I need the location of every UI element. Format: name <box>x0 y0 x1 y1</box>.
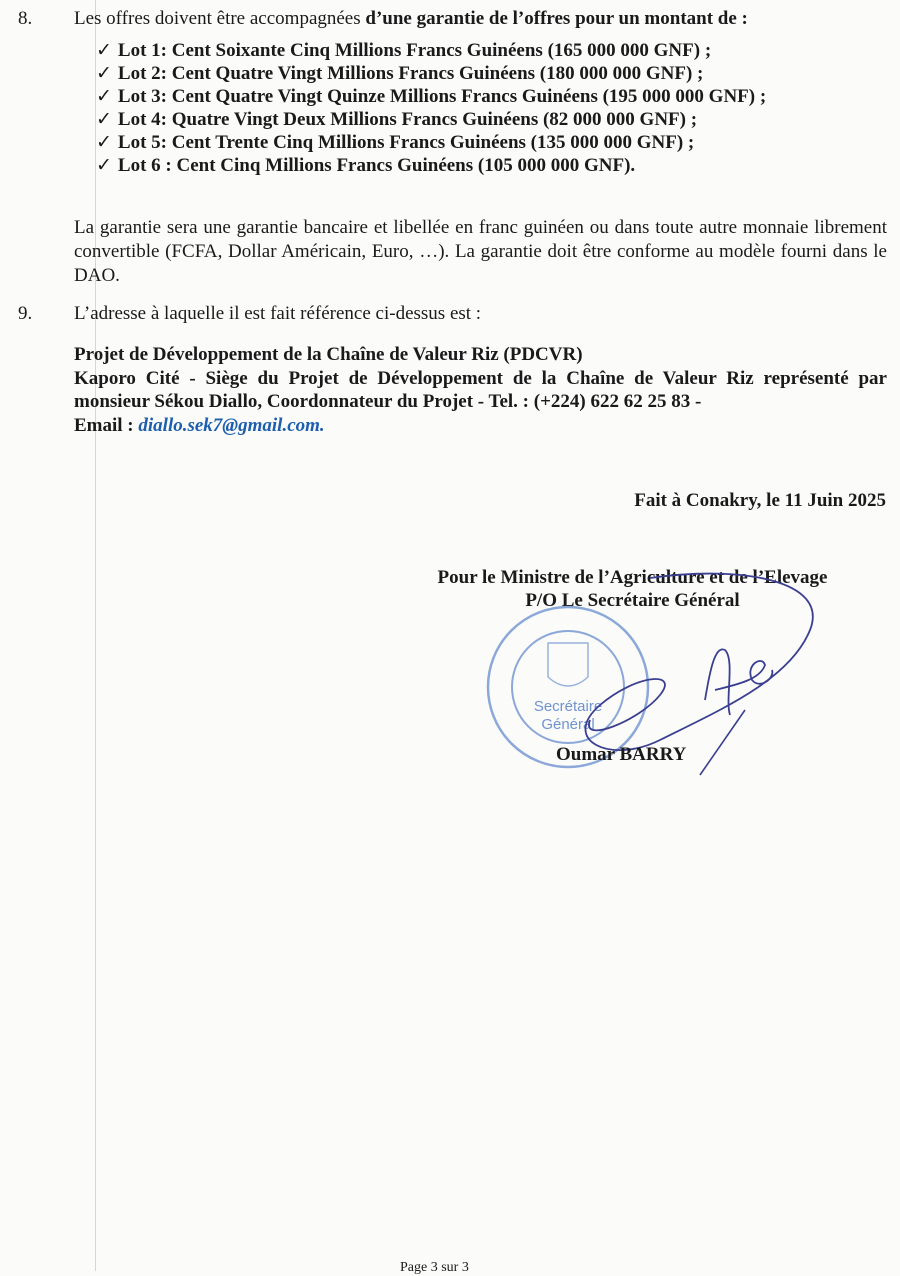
check-icon: ✓ <box>96 86 112 107</box>
stamp-center-line1: Secrétaire <box>533 698 603 715</box>
project-address: Kaporo Cité - Siège du Projet de Développement de la Chaîne de Valeur Riz représenté par monsieur Sékou Diallo, Coordonnateur du Projet - Tel. : (+224) 622 62 25 83 - <box>74 367 887 412</box>
check-icon: ✓ <box>96 109 112 130</box>
check-icon: ✓ <box>96 132 112 153</box>
guarantee-paragraph: La garantie sera une garantie bancaire et libellée en franc guinéen ou dans toute autre monnaie librement convertible (FCFA, Dollar Américain, Euro, …). La garantie doit être conforme au modèle fourni dans le DAO. <box>74 217 887 286</box>
signatory-title: Pour le Ministre de l’Agriculture et de l’Elevage <box>437 567 828 588</box>
page-number: Page 3 sur 3 <box>400 1260 469 1275</box>
address-block <box>74 343 887 437</box>
check-icon: ✓ <box>96 63 112 84</box>
lot-item <box>96 154 766 177</box>
item-9-intro: L’adresse à laquelle il est fait référence ci-dessus est : <box>74 303 482 324</box>
lots-list <box>96 39 766 177</box>
lot-item <box>96 39 766 62</box>
lot-text: Lot 3: Cent Quatre Vingt Quinze Millions Francs Guinéens (195 000 000 GNF) ; <box>117 86 767 107</box>
item-8-intro-text: Les offres doivent être accompagnées <box>74 8 366 29</box>
lot-item <box>96 108 766 131</box>
signatory-subtitle: P/O Le Secrétaire Général <box>525 590 740 611</box>
item-8-number: 8. <box>18 8 33 29</box>
check-icon: ✓ <box>96 40 112 61</box>
scan-edge-line <box>95 0 96 1271</box>
signatory-name: Oumar BARRY <box>556 744 687 765</box>
email-label: Email : <box>74 414 139 436</box>
lot-item <box>96 85 766 108</box>
item-8-intro <box>74 8 748 30</box>
email-line <box>74 414 887 438</box>
lot-text: Lot 1: Cent Soixante Cinq Millions Francs Guinéens (165 000 000 GNF) ; <box>117 40 712 61</box>
email-link[interactable]: diallo.sek7@gmail.com. <box>138 414 325 436</box>
date-line: Fait à Conakry, le 11 Juin 2025 <box>634 490 886 511</box>
project-name: Projet de Développement de la Chaîne de Valeur Riz (PDCVR) <box>74 344 583 365</box>
lot-text: Lot 5: Cent Trente Cinq Millions Francs Guinéens (135 000 000 GNF) ; <box>117 132 695 153</box>
check-icon: ✓ <box>96 155 112 176</box>
lot-item <box>96 62 766 85</box>
stamp-center-line2: Général <box>541 716 595 733</box>
item-9-number: 9. <box>18 303 33 324</box>
lot-text: Lot 2: Cent Quatre Vingt Millions Francs Guinéens (180 000 000 GNF) ; <box>117 63 704 84</box>
lot-text: Lot 4: Quatre Vingt Deux Millions Francs Guinéens (82 000 000 GNF) ; <box>117 109 698 130</box>
lot-text: Lot 6 : Cent Cinq Millions Francs Guinéens (105 000 000 GNF). <box>117 155 636 176</box>
item-8-intro-bold: d’une garantie de l’offres pour un montant de : <box>365 8 748 29</box>
lot-item <box>96 131 766 154</box>
